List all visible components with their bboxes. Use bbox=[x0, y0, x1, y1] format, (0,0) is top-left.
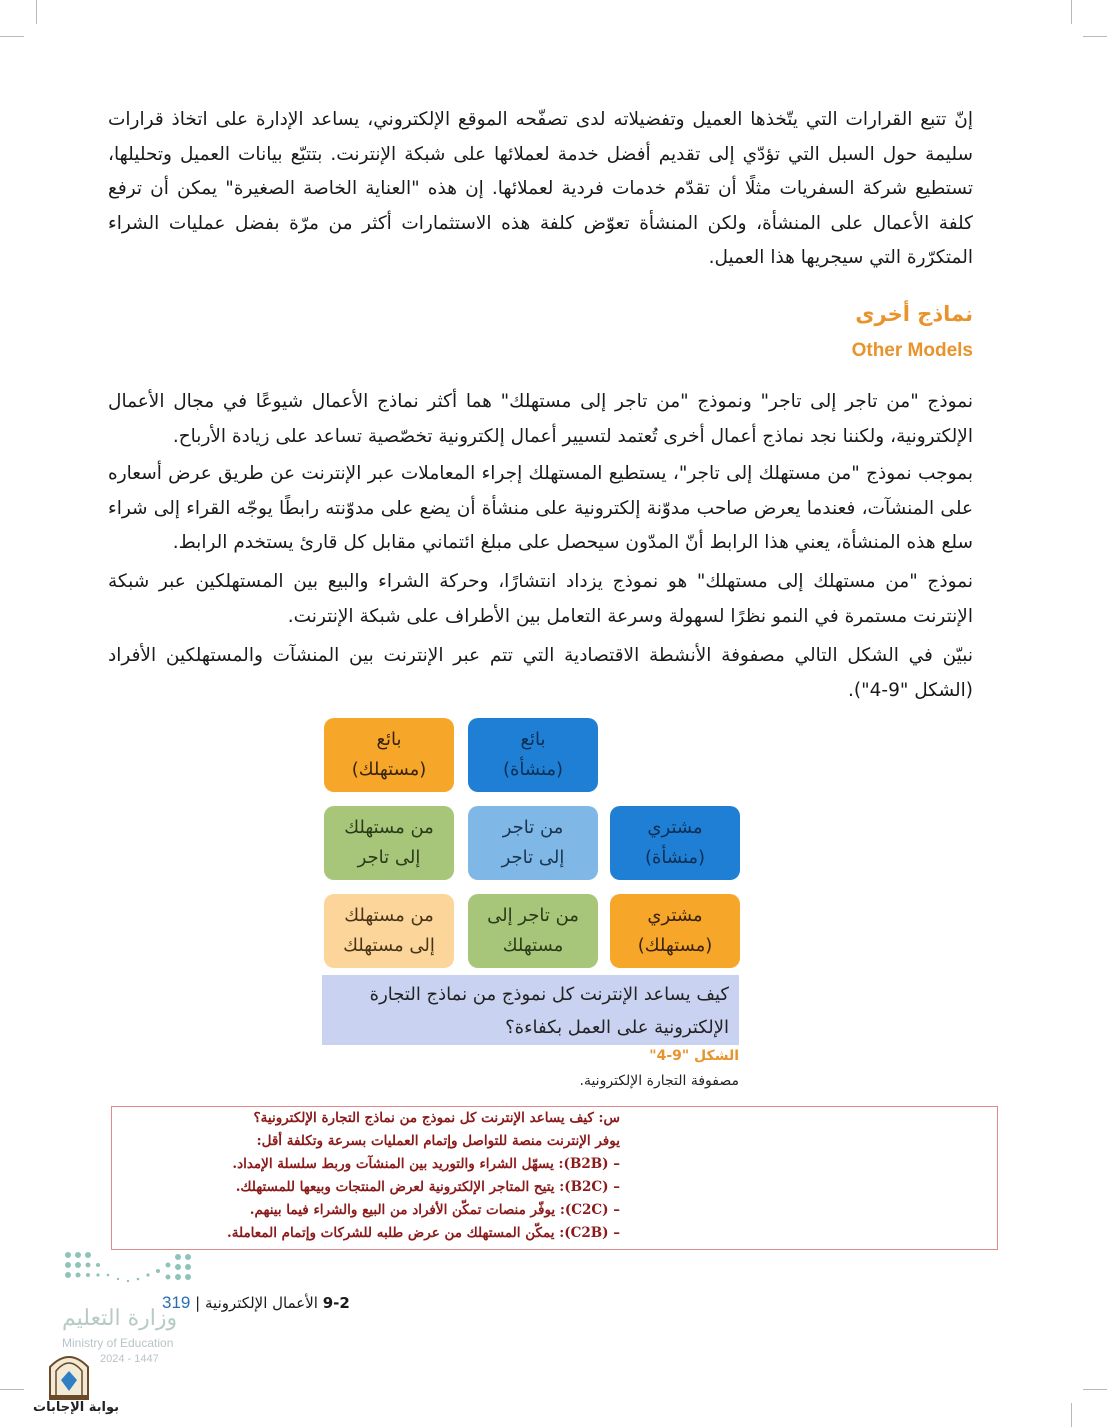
matrix-question: كيف يساعد الإنترنت كل نموذج من نماذج التجارة الإلكترونية على العمل بكفاءة؟ bbox=[322, 975, 739, 1045]
seller-consumer-cell bbox=[324, 718, 454, 792]
cell-line: إلى تاجر bbox=[357, 847, 421, 868]
answer-line: – (C2B): يمكّن المستهلك من عرض طلبه للشركات وإتمام المعاملة. bbox=[227, 1225, 620, 1241]
ministry-year: 2024 - 1447 bbox=[100, 1353, 159, 1365]
crop-mark bbox=[1071, 1403, 1072, 1427]
seller-business-cell bbox=[468, 718, 598, 792]
ministry-name-english: Ministry of Education bbox=[62, 1336, 174, 1350]
cell-line: بائع bbox=[376, 729, 402, 750]
ministry-name-arabic: وزارة التعليم bbox=[62, 1306, 178, 1331]
answer-line: – (C2C): يوفّر منصات تمكّن الأفراد من البيع والشراء فيما بينهم. bbox=[249, 1202, 620, 1218]
cell-line: (منشأة) bbox=[502, 759, 564, 780]
cell-line: بائع bbox=[520, 729, 546, 750]
paragraph-common-models: نموذج "من تاجر إلى تاجر" ونموذج "من تاجر إلى مستهلك" هما أكثر نماذج الأعمال شيوعًا في مجال الأعمال الإلكترونية، ولكننا نجد نماذج أعمال أخرى تُعتمد لتسيير أعمال إلكترونية تخصّصية تساعد على زيادة الأرباح. bbox=[108, 391, 973, 447]
crop-mark bbox=[36, 0, 37, 24]
footer-separator: | bbox=[195, 1294, 201, 1312]
footer-chapter: 9-2 bbox=[322, 1294, 350, 1312]
buyer-consumer-cell bbox=[610, 894, 740, 968]
cell-line: مشتري bbox=[647, 905, 703, 926]
page-number: 319 bbox=[162, 1293, 191, 1312]
answers-gate-logo[interactable] bbox=[46, 1349, 92, 1401]
b2b-cell bbox=[468, 806, 598, 880]
figure-label: الشكل "9-4" bbox=[649, 1048, 739, 1064]
crop-mark bbox=[1071, 0, 1072, 24]
c2b-cell bbox=[324, 806, 454, 880]
section-heading-arabic: نماذج أخرى bbox=[855, 302, 973, 326]
paragraph-c2b: بموجب نموذج "من مستهلك إلى تاجر"، يستطيع المستهلك إجراء المعاملات عبر الإنترنت عن طريق عرض أسعاره على المنشآت، فعندما يعرض صاحب مدوّنة إلكترونية على منشأة أن يضع على مدوّنته رابطًا يوجّه القراء إلى شراء سلع هذه المنشأة، يعني هذا الرابط أنّ المدّون سيحصل على مبلغ ائتماني مقابل كل قارئ يستخدم الرابط. bbox=[108, 463, 973, 553]
cell-line: من مستهلك bbox=[344, 817, 434, 838]
paragraph-c2c: نموذج "من مستهلك إلى مستهلك" هو نموذج يزداد انتشارًا، وحركة الشراء والبيع بين المستهلكين عبر شبكة الإنترنت مستمرة في النمو نظرًا لسهولة وسرعة التعامل بين الأطراف على شبكة الإنترنت. bbox=[108, 571, 973, 627]
answer-line: يوفر الإنترنت منصة للتواصل وإتمام العمليات بسرعة وتكلفة أقل: bbox=[256, 1133, 620, 1149]
crop-mark bbox=[1083, 36, 1107, 37]
cell-line: من تاجر bbox=[502, 817, 564, 838]
ministry-logo-dots bbox=[62, 1249, 202, 1289]
section-heading-english: Other Models bbox=[851, 340, 973, 361]
answer-line: – (B2C): يتيح المتاجر الإلكترونية لعرض المنتجات وبيعها للمستهلك. bbox=[235, 1179, 620, 1195]
crop-mark bbox=[0, 36, 24, 37]
intro-paragraph: إنّ تتبع القرارات التي يتّخذها العميل وتفضيلاته لدى تصفّحه الموقع الإلكتروني، يساعد الإدارة على اتخاذ قرارات سليمة حول السبل التي تؤدّي إلى تقديم أفضل خدمة لعملائها على شبكة الإنترنت. بتتبّع بيانات العميل وتحليلها، تستطيع شركة السفريات مثلًا أن تقدّم خدمات فردية لعملائها. إن هذه "العناية الخاصة الصغيرة" يمكن أن ترفع كلفة الأعمال على المنشأة، ولكن المنشأة تعوّض كلفة هذه الاستثمارات أكثر من مرّة بفضل عمليات الشراء المتكرّرة التي سيجريها هذا العميل. bbox=[108, 109, 973, 268]
cell-line: إلى مستهلك bbox=[343, 935, 435, 956]
cell-line: إلى تاجر bbox=[501, 847, 565, 868]
cell-line: مستهلك bbox=[502, 935, 564, 956]
cell-line: (مستهلك) bbox=[351, 759, 427, 780]
footer-title: الأعمال الإلكترونية bbox=[205, 1294, 318, 1312]
paragraph-figure-intro: نبيّن في الشكل التالي مصفوفة الأنشطة الاقتصادية التي تتم عبر الإنترنت بين المنشآت والمستهلكين الأفراد (الشكل "9-4"). bbox=[108, 645, 973, 701]
b2c-cell bbox=[468, 894, 598, 968]
figure-caption: مصفوفة التجارة الإلكترونية. bbox=[579, 1073, 739, 1089]
buyer-business-cell bbox=[610, 806, 740, 880]
cell-line: مشتري bbox=[647, 817, 703, 838]
page-footer bbox=[162, 1293, 350, 1313]
answers-gate-label[interactable]: بوابة الإجابات bbox=[33, 1400, 119, 1415]
cell-line: من مستهلك bbox=[344, 905, 434, 926]
crop-mark bbox=[0, 1389, 24, 1390]
answer-question: س: كيف يساعد الإنترنت كل نموذج من نماذج التجارة الإلكترونية؟ bbox=[253, 1110, 620, 1126]
c2c-cell bbox=[324, 894, 454, 968]
cell-line: من تاجر إلى bbox=[487, 905, 579, 926]
cell-line: (مستهلك) bbox=[637, 935, 713, 956]
crop-mark bbox=[1083, 1389, 1107, 1390]
cell-line: (منشأة) bbox=[644, 847, 706, 868]
answer-line: – (B2B): يسهّل الشراء والتوريد بين المنشآت وربط سلسلة الإمداد. bbox=[232, 1156, 620, 1172]
